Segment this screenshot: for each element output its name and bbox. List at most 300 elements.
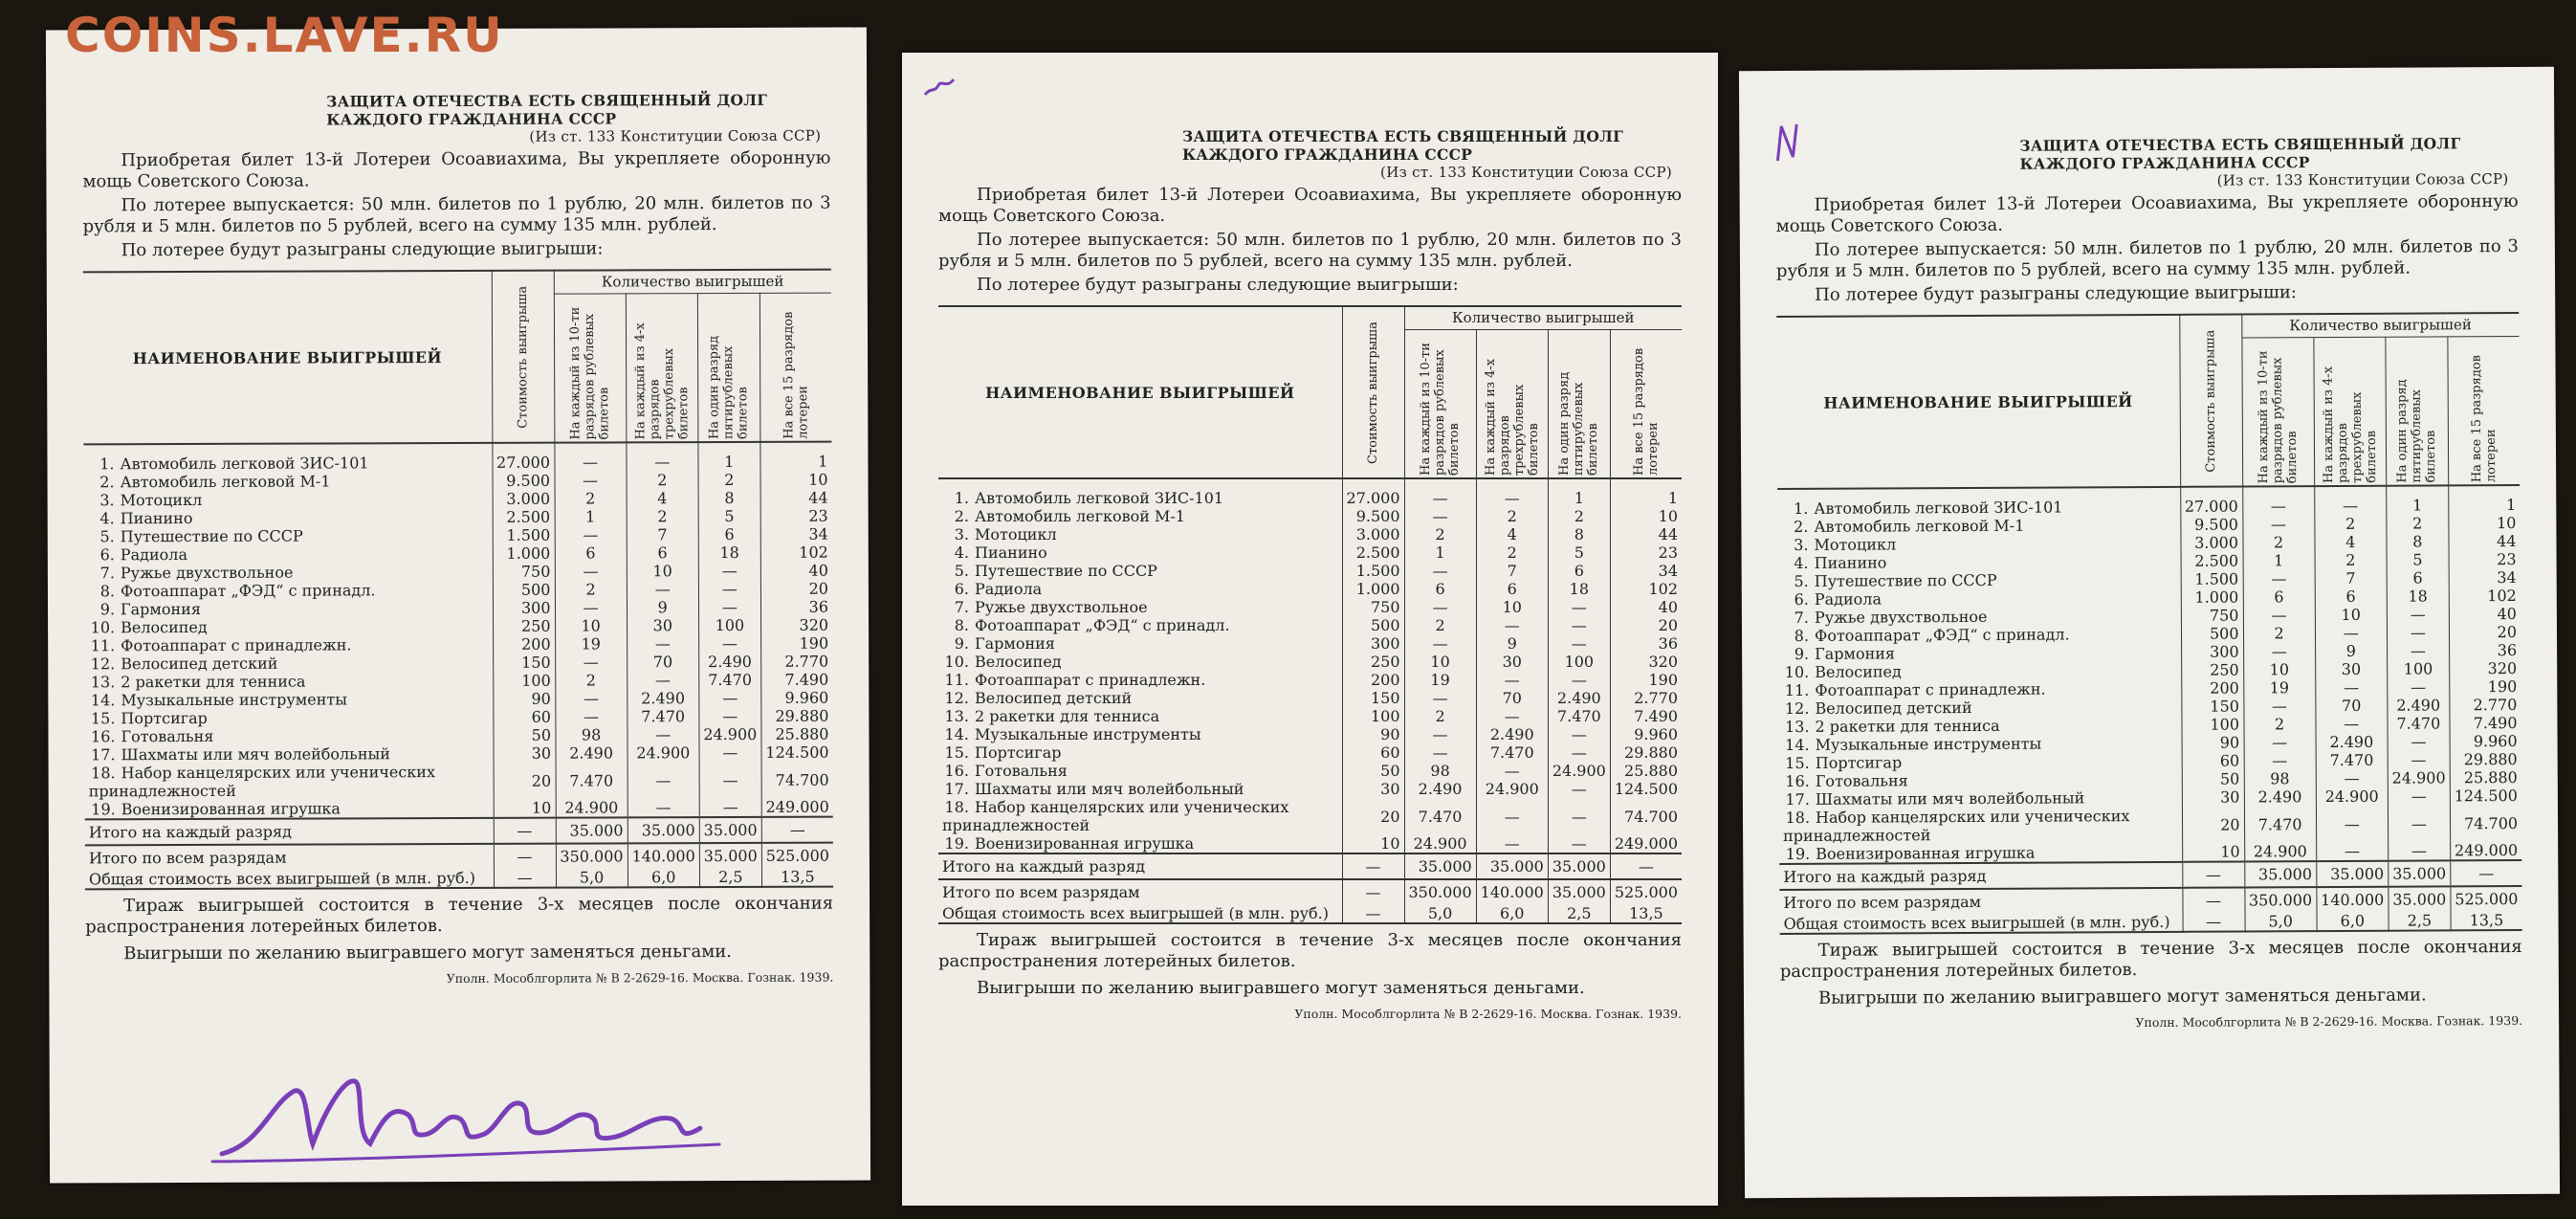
total-all-c1: 350.000 (1404, 879, 1476, 904)
prize-name (938, 743, 1342, 762)
imprint: Уполн. Мособлгорлита № В 2-2629-16. Москва. Гознак. 1939. (1294, 1007, 1682, 1021)
intro-paragraph: Приобретая билет 13-й Лотереи Осоавиахима, Вы укрепляете оборонную мощь Советского Союза. (82, 147, 831, 192)
prize-count-5ruble: — (2388, 750, 2450, 768)
prize-count-5ruble: 24.900 (699, 725, 761, 743)
prize-cost: 1.000 (493, 544, 555, 563)
prize-count-total: 102 (1610, 580, 1682, 598)
prize-count-total: 44 (760, 489, 832, 507)
prize-name (1778, 625, 2181, 645)
prize-name (84, 599, 493, 618)
prize-count-5ruble: — (1548, 798, 1610, 834)
prize-count-ruble: — (2244, 733, 2316, 751)
prize-name-text: Автомобиль легковой М-1 (1814, 516, 2025, 536)
prize-count-3ruble: — (627, 580, 698, 598)
prize-count-total: 34 (2449, 568, 2521, 587)
col3-header (1548, 330, 1610, 479)
prize-row (938, 598, 1682, 616)
prize-cost: 50 (2182, 769, 2244, 787)
ticket-heading (1182, 127, 1682, 182)
prize-count-ruble: — (1404, 634, 1476, 653)
prize-cost: 1.000 (2181, 587, 2243, 606)
prize-count-total: 7.490 (761, 671, 833, 689)
prize-cost: 30 (2182, 787, 2244, 806)
prize-count-5ruble: — (1548, 725, 1610, 743)
prize-cost: 3.000 (2180, 533, 2242, 551)
heading-line-2: КАЖДОГО ГРАЖДАНИНА СССР (2019, 153, 2310, 173)
prize-cost: 2.500 (1342, 543, 1404, 562)
prize-name-text: Радиола (1814, 589, 1882, 609)
col3-header-text: На один разряд пятирублевых билетов (1557, 371, 1601, 476)
prize-number: 2. (1794, 517, 1809, 536)
prize-number: 15. (90, 709, 116, 728)
prize-count-3ruble: 4 (1476, 525, 1548, 543)
prize-number: 2. (99, 473, 115, 492)
prize-name-text: 2 ракетки для тенниса (1815, 716, 2000, 736)
prize-number: 5. (954, 562, 969, 580)
prize-name-text: Музыкальные инструменты (121, 690, 347, 710)
prize-count-total: 25.880 (2450, 768, 2521, 787)
prize-count-total: 36 (2449, 641, 2521, 659)
prize-cost: 100 (493, 672, 555, 690)
prize-count-total: 29.880 (2450, 750, 2521, 768)
total-per-rank-row (85, 817, 833, 846)
prize-row (938, 762, 1682, 780)
prize-name-text: Путешествие по СССР (975, 562, 1157, 580)
total-all-c1: 350.000 (556, 843, 627, 868)
prize-cost: 150 (2181, 697, 2243, 715)
prize-count-total: 74.700 (761, 762, 833, 798)
total-all-c4: 525.000 (761, 843, 833, 868)
col2-header-text: На каждый из 4-х разрядов трехрублевых билетов (2321, 366, 2379, 484)
prize-count-ruble: — (555, 471, 627, 489)
prize-count-5ruble: 6 (2387, 568, 2449, 587)
col3-header (697, 293, 760, 442)
prize-number: 16. (1785, 771, 1810, 790)
prize-count-3ruble: 30 (2315, 660, 2387, 678)
prize-count-total: 23 (760, 507, 832, 525)
prize-count-3ruble: — (2315, 624, 2387, 642)
total-all-row (85, 843, 833, 871)
prize-count-total: 320 (2449, 659, 2521, 677)
col1-header (1404, 330, 1476, 479)
prize-count-total: 10 (1610, 507, 1682, 525)
prize-name (938, 653, 1342, 671)
prize-row (938, 743, 1682, 762)
prize-name (1779, 843, 2182, 864)
prizes-intro: По лотерее будут разыграны следующие выигрыши: (121, 238, 604, 261)
prize-count-total: 249.000 (1610, 834, 1682, 853)
prize-name-text: Военизированная игрушка (1816, 843, 2036, 863)
prize-row (938, 580, 1682, 598)
prize-count-ruble: — (2243, 569, 2315, 587)
prize-name-text: Путешествие по СССР (1814, 570, 1997, 590)
prize-name-text: Шахматы или мяч волейбольный (1815, 788, 2085, 809)
prize-cost: 50 (493, 726, 555, 744)
prize-name-text: Велосипед (121, 617, 208, 637)
issue-paragraph: По лотерее выпускается: 50 млн. билетов по 1 рублю, 20 млн. билетов по 3 рубля и 5 млн. билетов по 5 рублей, всего на сумму 135 млн. рублей. (82, 192, 831, 237)
prize-count-ruble: 19 (2243, 678, 2315, 697)
prize-name (83, 443, 492, 473)
total-per-rank-c3: 35.000 (1548, 853, 1610, 879)
prize-number: 1. (1794, 499, 1809, 518)
prize-name (938, 598, 1342, 616)
prize-count-3ruble: 7.470 (627, 707, 699, 725)
total-per-rank-c1: 35.000 (2244, 861, 2316, 887)
heading-line-2: КАЖДОГО ГРАЖДАНИНА СССР (326, 109, 617, 129)
prize-cost: 300 (1342, 634, 1404, 653)
watermark: COINS.LAVE.RU (65, 8, 504, 63)
prize-count-total: 320 (1610, 653, 1682, 671)
prize-name-text: Портсигар (121, 708, 208, 728)
prize-count-total: 29.880 (1610, 743, 1682, 762)
col2-header-text: На каждый из 4-х разрядов трехрублевых билетов (1483, 358, 1541, 476)
prize-rows (83, 442, 832, 820)
prize-count-ruble: 19 (555, 634, 627, 653)
prize-count-3ruble: 2 (1476, 507, 1548, 525)
prize-count-3ruble: 6 (1476, 580, 1548, 598)
prize-name (1778, 661, 2181, 681)
prize-count-3ruble: — (627, 671, 698, 689)
prize-number: 5. (99, 527, 115, 546)
prize-name (938, 525, 1342, 543)
prize-number: 19. (1785, 844, 1811, 863)
prize-count-3ruble: 2 (2315, 551, 2387, 569)
prize-row (84, 725, 832, 746)
prize-number: 4. (954, 543, 969, 562)
total-all-cost: — (494, 844, 556, 869)
prize-row (938, 653, 1682, 671)
prize-name-text: Портсигар (1815, 753, 1903, 772)
prize-count-total: 34 (1610, 562, 1682, 580)
total-cost-c4: 13,5 (761, 868, 833, 887)
prize-count-5ruble: — (1548, 743, 1610, 762)
prize-cost: 9.500 (1342, 507, 1404, 525)
intro-paragraph: Приобретая билет 13-й Лотереи Осоавиахима, Вы укрепляете оборонную мощь Советского Союза. (938, 185, 1682, 226)
prize-name-text: Пианино (975, 543, 1047, 562)
prize-name-header: НАИМЕНОВАНИЕ ВЫИГРЫШЕЙ (1823, 391, 2133, 412)
total-cost-c1: 5,0 (556, 868, 627, 887)
prize-count-ruble: 6 (1404, 580, 1476, 598)
lottery-ticket-1 (46, 28, 870, 1184)
prize-count-ruble: — (1404, 743, 1476, 762)
prize-number: 12. (1784, 698, 1810, 718)
prize-number: 7. (1794, 608, 1809, 627)
heading-reference: (Из ст. 133 Конституции Союза ССР) (2216, 170, 2509, 189)
prize-name (1778, 716, 2181, 736)
prize-number: 8. (99, 582, 115, 601)
prize-number: 11. (90, 636, 116, 655)
prize-count-total: 1 (2449, 485, 2521, 514)
total-all-row (938, 879, 1682, 904)
col4-header-text: На все 15 разрядов лотереи (2469, 355, 2499, 483)
prize-number: 17. (1785, 789, 1810, 809)
prizes-table (1776, 312, 2521, 935)
total-cost-cost: — (494, 869, 556, 888)
prize-name-text: Фотоаппарат „ФЭД“ с принадл. (1814, 625, 2070, 645)
prize-number: 18. (1785, 808, 1811, 827)
total-all-c1: 350.000 (2244, 887, 2316, 912)
prize-name-header: НАИМЕНОВАНИЕ ВЫИГРЫШЕЙ (132, 347, 443, 367)
prize-count-3ruble: 2 (2315, 515, 2387, 533)
total-per-rank-cost: — (1342, 853, 1404, 879)
prize-count-5ruble: 1 (698, 442, 760, 471)
total-per-rank-c2: 35.000 (2316, 861, 2388, 887)
total-per-rank-cost: — (494, 818, 556, 844)
prize-count-3ruble: — (2316, 806, 2388, 842)
prize-name (1779, 752, 2182, 772)
prize-count-ruble: — (2242, 515, 2314, 533)
prize-count-total: 9.960 (761, 689, 833, 707)
prize-name-text: Военизированная игрушка (975, 834, 1195, 853)
prize-count-total: 40 (2449, 605, 2521, 623)
prize-count-total: 34 (760, 525, 832, 543)
prize-name (938, 780, 1342, 798)
total-per-rank-c4: — (2451, 860, 2522, 886)
prize-count-3ruble: — (1476, 671, 1548, 689)
prize-count-3ruble: — (2316, 842, 2388, 861)
prize-count-3ruble: 24.900 (1476, 780, 1548, 798)
total-per-rank-label: Итого на каждый разряд (938, 853, 1342, 879)
prize-count-5ruble: — (2387, 605, 2449, 623)
prize-cost: 200 (1342, 671, 1404, 689)
total-all-c4: 525.000 (2451, 886, 2522, 911)
prize-count-5ruble: — (1548, 616, 1610, 634)
col1-header-text: На каждый из 10-ти разрядов рублевых билетов (567, 306, 612, 440)
prize-name-text: Автомобиль легковой М-1 (120, 472, 331, 492)
prize-count-ruble: 19 (1404, 671, 1476, 689)
prize-count-3ruble: 70 (627, 653, 698, 671)
total-per-rank-c3: 35.000 (2389, 860, 2451, 886)
prize-cost: 300 (493, 599, 555, 617)
prize-count-3ruble: 7 (627, 525, 698, 543)
prize-count-ruble: 10 (1404, 653, 1476, 671)
prize-count-3ruble: 10 (2315, 606, 2387, 624)
prize-cost: 27.000 (2180, 486, 2242, 515)
prize-count-ruble: 24.900 (2244, 842, 2316, 861)
prize-name (84, 708, 493, 727)
prize-name (938, 762, 1342, 780)
draw-notice: Тираж выигрышей состоится в течение 3-х месяцев после окончания распространения лотерейных билетов. (938, 930, 1682, 971)
prize-count-total: 44 (2449, 532, 2521, 550)
prize-name-header: НАИМЕНОВАНИЕ ВЫИГРЫШЕЙ (985, 383, 1295, 402)
prize-count-5ruble: 100 (2387, 659, 2449, 677)
issue-paragraph: По лотерее выпускается: 50 млн. билетов по 1 рублю, 20 млн. билетов по 3 рубля и 5 млн. билетов по 5 рублей, всего на сумму 135 млн. рублей. (1775, 235, 2519, 282)
prize-count-3ruble: — (627, 442, 698, 471)
prize-name-text: Фотоаппарат с принадлежн. (975, 671, 1206, 689)
lottery-ticket-2 (902, 53, 1718, 1206)
prize-name (938, 798, 1342, 834)
total-cost-c3: 2,5 (2389, 911, 2451, 930)
prize-cost: 50 (1342, 762, 1404, 780)
prize-name (85, 763, 494, 800)
prize-number: 9. (1794, 644, 1810, 663)
total-cost-row (938, 904, 1682, 923)
prize-name (85, 744, 494, 764)
prize-name-text: Радиола (975, 580, 1043, 598)
prize-count-5ruble: 6 (698, 525, 760, 543)
prize-name (938, 834, 1342, 853)
prize-count-ruble: 2 (1404, 616, 1476, 634)
prize-count-total: 20 (2449, 623, 2521, 641)
col2-header-text: На каждый из 4-х разрядов трехрублевых билетов (632, 322, 692, 440)
prize-count-5ruble: 8 (2387, 532, 2449, 550)
prize-count-total: 1 (1610, 478, 1682, 507)
prize-count-5ruble: 2 (698, 471, 760, 489)
issue-paragraph: По лотерее выпускается: 50 млн. билетов по 1 рублю, 20 млн. билетов по 3 рубля и 5 млн. билетов по 5 рублей, всего на сумму 135 млн. рублей. (938, 230, 1682, 271)
cost-header-text: Стоимость выигрыша (2203, 329, 2219, 473)
prize-count-5ruble: 2.490 (699, 653, 761, 671)
prize-cost: 90 (2182, 733, 2244, 751)
prize-number: 8. (1794, 626, 1810, 645)
col3-header-text: На один разряд пятирублевых билетов (2394, 379, 2439, 483)
total-all-cost: — (2182, 887, 2244, 912)
total-all-label: Итого по всем разрядам (1779, 888, 2182, 915)
prize-name (1779, 770, 2182, 790)
prize-name-text: Радиола (120, 544, 188, 565)
prize-name (938, 725, 1342, 743)
prizes-intro: По лотерее будут разыграны следующие выигрыши: (1815, 282, 2297, 305)
prize-count-total: 36 (760, 598, 832, 616)
prize-cost: 500 (2181, 624, 2243, 642)
prize-number: 4. (1794, 553, 1809, 572)
prize-name (938, 580, 1342, 598)
prize-name-text: Военизированная игрушка (121, 799, 341, 819)
prize-count-total: 23 (1610, 543, 1682, 562)
prize-count-ruble: — (2243, 606, 2315, 624)
prize-cost: 27.000 (1342, 478, 1404, 507)
prize-count-5ruble: — (2388, 805, 2450, 841)
prize-number: 9. (99, 600, 116, 619)
prize-cost: 60 (1342, 743, 1404, 762)
prize-count-ruble: — (1404, 562, 1476, 580)
col2-header (2314, 337, 2387, 486)
prize-number: 6. (99, 545, 115, 565)
prize-count-total: 190 (2450, 677, 2521, 696)
prize-number: 15. (1785, 753, 1810, 772)
prize-row (938, 689, 1682, 707)
prize-number: 12. (944, 689, 969, 707)
total-per-rank-c1: 35.000 (1404, 853, 1476, 879)
prize-name-text: Музыкальные инструменты (975, 725, 1201, 743)
prize-number: 18. (944, 798, 969, 816)
heading-line-1: ЗАЩИТА ОТЕЧЕСТВА ЕСТЬ СВЯЩЕННЫЙ ДОЛГ (2019, 134, 2461, 155)
prize-count-total: 7.490 (1610, 707, 1682, 725)
prize-name-text: Автомобиль легковой ЗИС-101 (120, 454, 369, 474)
prize-count-3ruble: 2 (627, 507, 698, 525)
prize-name-text: Шахматы или мяч волейбольный (975, 780, 1244, 798)
prize-number: 17. (91, 745, 116, 765)
prize-name (84, 635, 493, 654)
prize-count-3ruble: — (627, 798, 699, 817)
prize-count-3ruble: 9 (2315, 642, 2387, 660)
prize-count-3ruble: 7 (2315, 569, 2387, 587)
prize-count-3ruble: 2.490 (2316, 733, 2388, 751)
prize-count-ruble: — (555, 689, 627, 707)
prize-cost: 150 (493, 654, 555, 672)
prize-count-ruble: 24.900 (556, 798, 627, 817)
prize-count-total: 40 (760, 562, 832, 580)
prize-count-total: 25.880 (1610, 762, 1682, 780)
prize-number: 10. (90, 618, 116, 637)
prize-count-total: 124.500 (1610, 780, 1682, 798)
quantity-header: Количество выигрышей (1404, 306, 1682, 330)
prize-name (84, 508, 493, 527)
cash-notice: Выигрыши по желанию выигравшего могут заменяться деньгами. (1817, 985, 2427, 1008)
prize-name-text: Набор канцелярских или ученических принадлежностей (942, 798, 1289, 834)
total-all-c2: 140.000 (1476, 879, 1548, 904)
prize-name-text: Велосипед детский (1815, 698, 1972, 718)
prize-name-text: Портсигар (975, 743, 1062, 762)
prize-number: 1. (954, 489, 969, 507)
prize-count-ruble: 2 (2243, 624, 2315, 642)
col2-header (1476, 330, 1548, 479)
prize-count-3ruble: — (2316, 769, 2388, 787)
prize-cost: 200 (2181, 678, 2243, 697)
prize-count-3ruble: 10 (1476, 598, 1548, 616)
prize-count-5ruble: 2.490 (2388, 696, 2450, 714)
prize-count-ruble: — (2244, 751, 2316, 769)
prize-name (1779, 807, 2182, 845)
prize-name-text: Гармония (1815, 644, 1896, 663)
prize-count-ruble: 2 (2242, 533, 2314, 551)
prize-count-ruble: — (1404, 507, 1476, 525)
prize-cost: 60 (493, 708, 555, 726)
prize-cost: 3.000 (1342, 525, 1404, 543)
prize-count-5ruble: 100 (698, 616, 760, 634)
prize-cost: 250 (2181, 660, 2243, 678)
ticket-content (1775, 134, 2522, 1031)
prize-name (938, 689, 1342, 707)
prize-count-ruble: 98 (2244, 769, 2316, 787)
prize-name (938, 478, 1342, 507)
total-per-rank-label: Итого на каждый разряд (85, 818, 494, 845)
prize-number: 9. (954, 634, 969, 653)
prize-name (1778, 570, 2181, 590)
prize-name-text: Ружье двухствольное (975, 598, 1148, 616)
prize-count-ruble: — (555, 707, 627, 725)
col1-header-text: На каждый из 10-ти разрядов рублевых билетов (1419, 343, 1463, 476)
cost-header-text: Стоимость выигрыша (1366, 321, 1380, 464)
prize-name-text: Фотоаппарат „ФЭД“ с принадл. (120, 581, 376, 601)
total-cost-c3: 2,5 (1548, 904, 1610, 923)
prize-number: 13. (1785, 717, 1810, 736)
prize-count-total: 2.770 (761, 653, 833, 671)
prize-cost: 300 (2181, 642, 2243, 660)
prizes-intro: По лотерее будут разыграны следующие выигрыши: (977, 275, 1459, 295)
prize-count-5ruble: — (699, 707, 761, 725)
prize-count-5ruble: — (1548, 780, 1610, 798)
prize-number: 1. (99, 454, 115, 474)
prize-cost: 1.500 (1342, 562, 1404, 580)
prize-count-ruble: 7.470 (2244, 806, 2316, 842)
total-all-c2: 140.000 (627, 843, 699, 868)
total-cost-label: Общая стоимость всех выигрышей (в млн. руб.) (1783, 912, 2170, 934)
prize-count-3ruble: — (627, 634, 698, 653)
prize-count-5ruble: — (698, 580, 760, 598)
signature-handwritten (203, 1037, 739, 1183)
prize-rows (938, 478, 1682, 853)
prize-cost: 90 (493, 690, 555, 708)
col1-header (2241, 338, 2314, 487)
prize-name (938, 707, 1342, 725)
prize-name (938, 562, 1342, 580)
prize-count-5ruble: — (2387, 641, 2449, 659)
total-cost-c1: 5,0 (1404, 904, 1476, 923)
prize-cost: 100 (1342, 707, 1404, 725)
prize-cost: 90 (1342, 725, 1404, 743)
prize-name (1778, 552, 2181, 572)
col3-header-text: На один разряд пятирублевых билетов (707, 335, 751, 440)
